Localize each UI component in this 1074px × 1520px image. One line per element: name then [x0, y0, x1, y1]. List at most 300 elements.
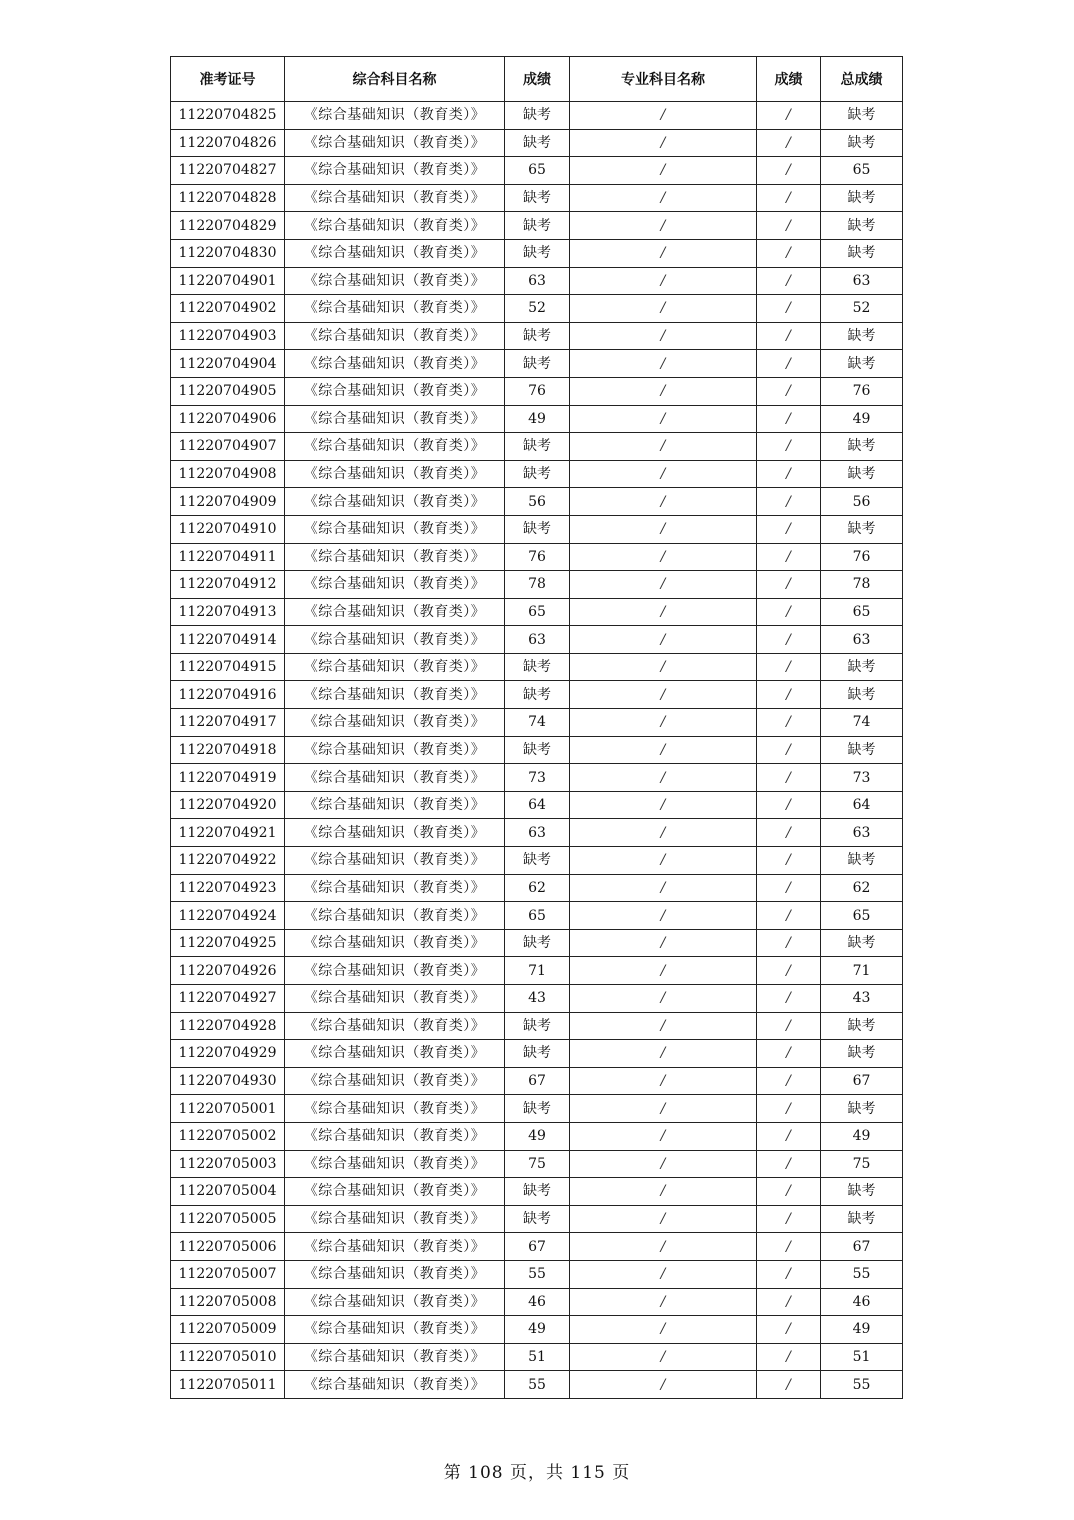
- table-row: [171, 184, 903, 212]
- general-subject-cell: 《综合基础知识（教育类）》: [285, 1316, 505, 1344]
- major-subject-cell: /: [570, 157, 757, 185]
- major-score-cell: /: [757, 129, 821, 157]
- general-subject-cell: 《综合基础知识（教育类）》: [285, 1067, 505, 1095]
- exam-id-cell: 11220705001: [171, 1095, 285, 1123]
- general-score-cell: 63: [505, 626, 570, 654]
- general-score-cell: 缺考: [505, 1178, 570, 1206]
- general-score-cell: 78: [505, 571, 570, 599]
- major-score-cell: /: [757, 543, 821, 571]
- general-score-cell: 64: [505, 791, 570, 819]
- table-row: [171, 239, 903, 267]
- exam-id-cell: 11220705007: [171, 1260, 285, 1288]
- general-subject-cell: 《综合基础知识（教育类）》: [285, 681, 505, 709]
- total-score-cell: 43: [821, 985, 903, 1013]
- major-score-cell: /: [757, 985, 821, 1013]
- general-score-cell: 缺考: [505, 322, 570, 350]
- exam-id-cell: 11220704827: [171, 157, 285, 185]
- major-score-cell: /: [757, 1122, 821, 1150]
- major-score-cell: /: [757, 571, 821, 599]
- general-subject-cell: 《综合基础知识（教育类）》: [285, 819, 505, 847]
- exam-id-cell: 11220704910: [171, 515, 285, 543]
- table-row: [171, 1205, 903, 1233]
- table-row: [171, 102, 903, 130]
- table-row: [171, 1012, 903, 1040]
- table-row: [171, 460, 903, 488]
- general-subject-cell: 《综合基础知识（教育类）》: [285, 653, 505, 681]
- major-subject-cell: /: [570, 1288, 757, 1316]
- major-subject-cell: /: [570, 184, 757, 212]
- major-score-cell: /: [757, 488, 821, 516]
- exam-id-cell: 11220704902: [171, 295, 285, 323]
- total-score-cell: 缺考: [821, 653, 903, 681]
- major-score-cell: /: [757, 1288, 821, 1316]
- major-subject-cell: /: [570, 764, 757, 792]
- total-score-cell: 缺考: [821, 460, 903, 488]
- major-subject-cell: /: [570, 1150, 757, 1178]
- general-score-cell: 缺考: [505, 184, 570, 212]
- general-score-cell: 缺考: [505, 433, 570, 461]
- general-score-cell: 缺考: [505, 1205, 570, 1233]
- exam-id-cell: 11220704913: [171, 598, 285, 626]
- major-subject-cell: /: [570, 902, 757, 930]
- total-score-cell: 62: [821, 874, 903, 902]
- total-score-cell: 67: [821, 1067, 903, 1095]
- major-score-cell: /: [757, 184, 821, 212]
- exam-id-cell: 11220704924: [171, 902, 285, 930]
- general-score-cell: 缺考: [505, 129, 570, 157]
- general-subject-cell: 《综合基础知识（教育类）》: [285, 184, 505, 212]
- major-subject-cell: /: [570, 653, 757, 681]
- general-subject-cell: 《综合基础知识（教育类）》: [285, 543, 505, 571]
- general-score-cell: 缺考: [505, 653, 570, 681]
- total-score-cell: 71: [821, 957, 903, 985]
- table-row: [171, 626, 903, 654]
- major-score-cell: /: [757, 1343, 821, 1371]
- total-score-cell: 缺考: [821, 129, 903, 157]
- general-subject-cell: 《综合基础知识（教育类）》: [285, 433, 505, 461]
- major-subject-cell: /: [570, 267, 757, 295]
- general-subject-cell: 《综合基础知识（教育类）》: [285, 847, 505, 875]
- table-row: [171, 1316, 903, 1344]
- general-score-cell: 缺考: [505, 102, 570, 130]
- exam-id-cell: 11220704912: [171, 571, 285, 599]
- general-score-cell: 缺考: [505, 847, 570, 875]
- page-footer: 第 108 页，共 115 页: [443, 1463, 631, 1483]
- general-subject-cell: 《综合基础知识（教育类）》: [285, 791, 505, 819]
- major-subject-cell: /: [570, 957, 757, 985]
- major-subject-cell: /: [570, 1233, 757, 1261]
- exam-id-cell: 11220704929: [171, 1040, 285, 1068]
- table-row: [171, 1095, 903, 1123]
- total-score-cell: 65: [821, 157, 903, 185]
- general-subject-cell: 《综合基础知识（教育类）》: [285, 764, 505, 792]
- major-score-cell: /: [757, 764, 821, 792]
- table-row: [171, 433, 903, 461]
- general-subject-cell: 《综合基础知识（教育类）》: [285, 102, 505, 130]
- exam-id-cell: 11220704922: [171, 847, 285, 875]
- total-score-cell: 49: [821, 1316, 903, 1344]
- table-row: [171, 322, 903, 350]
- general-subject-cell: 《综合基础知识（教育类）》: [285, 1122, 505, 1150]
- major-score-cell: /: [757, 819, 821, 847]
- major-score-cell: /: [757, 1233, 821, 1261]
- general-score-cell: 缺考: [505, 460, 570, 488]
- total-score-cell: 63: [821, 626, 903, 654]
- major-subject-cell: /: [570, 819, 757, 847]
- total-score-cell: 缺考: [821, 1095, 903, 1123]
- total-score-cell: 55: [821, 1371, 903, 1399]
- table-row: [171, 157, 903, 185]
- table-row: [171, 1343, 903, 1371]
- table-row: [171, 847, 903, 875]
- major-score-cell: /: [757, 598, 821, 626]
- major-score-cell: /: [757, 377, 821, 405]
- header-general-score: 成绩: [505, 57, 570, 102]
- major-score-cell: /: [757, 1371, 821, 1399]
- major-score-cell: /: [757, 1178, 821, 1206]
- total-score-cell: 缺考: [821, 212, 903, 240]
- table-row: [171, 1122, 903, 1150]
- major-score-cell: /: [757, 102, 821, 130]
- general-subject-cell: 《综合基础知识（教育类）》: [285, 1150, 505, 1178]
- total-score-cell: 76: [821, 377, 903, 405]
- general-subject-cell: 《综合基础知识（教育类）》: [285, 1288, 505, 1316]
- general-subject-cell: 《综合基础知识（教育类）》: [285, 212, 505, 240]
- exam-id-cell: 11220704830: [171, 239, 285, 267]
- table-row: [171, 929, 903, 957]
- general-subject-cell: 《综合基础知识（教育类）》: [285, 929, 505, 957]
- total-score-cell: 缺考: [821, 239, 903, 267]
- total-score-cell: 73: [821, 764, 903, 792]
- general-subject-cell: 《综合基础知识（教育类）》: [285, 239, 505, 267]
- exam-id-cell: 11220704908: [171, 460, 285, 488]
- major-subject-cell: /: [570, 239, 757, 267]
- general-subject-cell: 《综合基础知识（教育类）》: [285, 874, 505, 902]
- table-row: [171, 350, 903, 378]
- total-score-cell: 65: [821, 902, 903, 930]
- major-subject-cell: /: [570, 1371, 757, 1399]
- major-score-cell: /: [757, 433, 821, 461]
- general-score-cell: 56: [505, 488, 570, 516]
- total-score-cell: 缺考: [821, 1012, 903, 1040]
- general-subject-cell: 《综合基础知识（教育类）》: [285, 322, 505, 350]
- table-row: [171, 653, 903, 681]
- general-score-cell: 67: [505, 1067, 570, 1095]
- major-subject-cell: /: [570, 515, 757, 543]
- major-score-cell: /: [757, 267, 821, 295]
- table-row: [171, 598, 903, 626]
- major-subject-cell: /: [570, 874, 757, 902]
- table-row: [171, 405, 903, 433]
- major-score-cell: /: [757, 1095, 821, 1123]
- table-row: [171, 985, 903, 1013]
- general-score-cell: 49: [505, 1316, 570, 1344]
- general-score-cell: 52: [505, 295, 570, 323]
- table-row: [171, 129, 903, 157]
- major-subject-cell: /: [570, 295, 757, 323]
- total-score-cell: 缺考: [821, 433, 903, 461]
- major-subject-cell: /: [570, 1122, 757, 1150]
- general-score-cell: 51: [505, 1343, 570, 1371]
- total-score-cell: 缺考: [821, 1040, 903, 1068]
- general-subject-cell: 《综合基础知识（教育类）》: [285, 350, 505, 378]
- total-score-cell: 49: [821, 1122, 903, 1150]
- exam-id-cell: 11220704906: [171, 405, 285, 433]
- exam-id-cell: 11220704927: [171, 985, 285, 1013]
- general-subject-cell: 《综合基础知识（教育类）》: [285, 1260, 505, 1288]
- exam-id-cell: 11220705004: [171, 1178, 285, 1206]
- general-subject-cell: 《综合基础知识（教育类）》: [285, 1012, 505, 1040]
- general-subject-cell: 《综合基础知识（教育类）》: [285, 295, 505, 323]
- general-score-cell: 缺考: [505, 929, 570, 957]
- exam-id-cell: 11220704917: [171, 709, 285, 737]
- general-score-cell: 73: [505, 764, 570, 792]
- table-row: [171, 377, 903, 405]
- major-subject-cell: /: [570, 102, 757, 130]
- general-subject-cell: 《综合基础知识（教育类）》: [285, 1233, 505, 1261]
- total-score-cell: 缺考: [821, 736, 903, 764]
- exam-id-cell: 11220704925: [171, 929, 285, 957]
- table-row: [171, 764, 903, 792]
- general-score-cell: 65: [505, 902, 570, 930]
- total-score-cell: 63: [821, 267, 903, 295]
- general-score-cell: 75: [505, 1150, 570, 1178]
- major-score-cell: /: [757, 626, 821, 654]
- general-subject-cell: 《综合基础知识（教育类）》: [285, 157, 505, 185]
- major-score-cell: /: [757, 1012, 821, 1040]
- general-subject-cell: 《综合基础知识（教育类）》: [285, 736, 505, 764]
- exam-id-cell: 11220704923: [171, 874, 285, 902]
- major-subject-cell: /: [570, 433, 757, 461]
- table-row: [171, 874, 903, 902]
- general-score-cell: 缺考: [505, 736, 570, 764]
- exam-id-cell: 11220704916: [171, 681, 285, 709]
- total-score-cell: 缺考: [821, 515, 903, 543]
- total-score-cell: 75: [821, 1150, 903, 1178]
- general-score-cell: 43: [505, 985, 570, 1013]
- table-row: [171, 1288, 903, 1316]
- exam-id-cell: 11220704903: [171, 322, 285, 350]
- exam-id-cell: 11220704828: [171, 184, 285, 212]
- general-score-cell: 65: [505, 598, 570, 626]
- total-score-cell: 缺考: [821, 681, 903, 709]
- major-subject-cell: /: [570, 626, 757, 654]
- total-score-cell: 缺考: [821, 184, 903, 212]
- total-score-cell: 67: [821, 1233, 903, 1261]
- major-score-cell: /: [757, 239, 821, 267]
- total-score-cell: 缺考: [821, 350, 903, 378]
- total-score-cell: 51: [821, 1343, 903, 1371]
- general-subject-cell: 《综合基础知识（教育类）》: [285, 267, 505, 295]
- total-score-cell: 46: [821, 1288, 903, 1316]
- table-row: [171, 212, 903, 240]
- general-score-cell: 缺考: [505, 515, 570, 543]
- table-row: [171, 709, 903, 737]
- header-major-subject: 专业科目名称: [570, 57, 757, 102]
- general-score-cell: 74: [505, 709, 570, 737]
- exam-id-cell: 11220705003: [171, 1150, 285, 1178]
- major-subject-cell: /: [570, 1067, 757, 1095]
- major-score-cell: /: [757, 322, 821, 350]
- general-score-cell: 49: [505, 1122, 570, 1150]
- table-row: [171, 515, 903, 543]
- exam-id-cell: 11220704825: [171, 102, 285, 130]
- major-score-cell: /: [757, 681, 821, 709]
- major-score-cell: /: [757, 736, 821, 764]
- major-score-cell: /: [757, 460, 821, 488]
- major-subject-cell: /: [570, 1205, 757, 1233]
- major-score-cell: /: [757, 295, 821, 323]
- general-subject-cell: 《综合基础知识（教育类）》: [285, 460, 505, 488]
- major-score-cell: /: [757, 1205, 821, 1233]
- major-subject-cell: /: [570, 791, 757, 819]
- general-subject-cell: 《综合基础知识（教育类）》: [285, 598, 505, 626]
- table-row: [171, 267, 903, 295]
- exam-id-cell: 11220704915: [171, 653, 285, 681]
- major-subject-cell: /: [570, 1012, 757, 1040]
- exam-id-cell: 11220704909: [171, 488, 285, 516]
- table-row: [171, 791, 903, 819]
- major-score-cell: /: [757, 709, 821, 737]
- general-score-cell: 缺考: [505, 239, 570, 267]
- table-row: [171, 1233, 903, 1261]
- table-row: [171, 1067, 903, 1095]
- major-score-cell: /: [757, 212, 821, 240]
- total-score-cell: 缺考: [821, 1205, 903, 1233]
- major-subject-cell: /: [570, 847, 757, 875]
- exam-id-cell: 11220704918: [171, 736, 285, 764]
- general-subject-cell: 《综合基础知识（教育类）》: [285, 957, 505, 985]
- total-score-cell: 64: [821, 791, 903, 819]
- table-row: [171, 957, 903, 985]
- general-subject-cell: 《综合基础知识（教育类）》: [285, 1371, 505, 1399]
- major-score-cell: /: [757, 847, 821, 875]
- major-subject-cell: /: [570, 985, 757, 1013]
- exam-id-cell: 11220705005: [171, 1205, 285, 1233]
- exam-id-cell: 11220704928: [171, 1012, 285, 1040]
- table-row: [171, 1150, 903, 1178]
- total-score-cell: 缺考: [821, 847, 903, 875]
- header-exam-id: 准考证号: [171, 57, 285, 102]
- total-score-cell: 49: [821, 405, 903, 433]
- total-score-cell: 56: [821, 488, 903, 516]
- exam-id-cell: 11220704826: [171, 129, 285, 157]
- general-subject-cell: 《综合基础知识（教育类）》: [285, 709, 505, 737]
- general-score-cell: 67: [505, 1233, 570, 1261]
- general-subject-cell: 《综合基础知识（教育类）》: [285, 515, 505, 543]
- total-score-cell: 55: [821, 1260, 903, 1288]
- total-score-cell: 74: [821, 709, 903, 737]
- major-subject-cell: /: [570, 405, 757, 433]
- exam-id-cell: 11220704829: [171, 212, 285, 240]
- general-score-cell: 63: [505, 267, 570, 295]
- general-score-cell: 63: [505, 819, 570, 847]
- general-score-cell: 46: [505, 1288, 570, 1316]
- major-score-cell: /: [757, 929, 821, 957]
- total-score-cell: 缺考: [821, 102, 903, 130]
- general-subject-cell: 《综合基础知识（教育类）》: [285, 1040, 505, 1068]
- general-score-cell: 65: [505, 157, 570, 185]
- major-score-cell: /: [757, 1067, 821, 1095]
- exam-id-cell: 11220705006: [171, 1233, 285, 1261]
- exam-id-cell: 11220704930: [171, 1067, 285, 1095]
- general-subject-cell: 《综合基础知识（教育类）》: [285, 985, 505, 1013]
- total-score-cell: 缺考: [821, 322, 903, 350]
- major-subject-cell: /: [570, 598, 757, 626]
- general-score-cell: 71: [505, 957, 570, 985]
- general-subject-cell: 《综合基础知识（教育类）》: [285, 1343, 505, 1371]
- exam-id-cell: 11220704901: [171, 267, 285, 295]
- major-score-cell: /: [757, 157, 821, 185]
- major-subject-cell: /: [570, 543, 757, 571]
- major-score-cell: /: [757, 1316, 821, 1344]
- exam-id-cell: 11220704905: [171, 377, 285, 405]
- total-score-cell: 63: [821, 819, 903, 847]
- header-row: [171, 57, 903, 102]
- major-subject-cell: /: [570, 488, 757, 516]
- general-subject-cell: 《综合基础知识（教育类）》: [285, 488, 505, 516]
- major-subject-cell: /: [570, 736, 757, 764]
- major-subject-cell: /: [570, 377, 757, 405]
- general-subject-cell: 《综合基础知识（教育类）》: [285, 571, 505, 599]
- exam-id-cell: 11220704926: [171, 957, 285, 985]
- exam-id-cell: 11220704914: [171, 626, 285, 654]
- general-score-cell: 缺考: [505, 1095, 570, 1123]
- major-subject-cell: /: [570, 1343, 757, 1371]
- major-score-cell: /: [757, 653, 821, 681]
- exam-id-cell: 11220704911: [171, 543, 285, 571]
- major-score-cell: /: [757, 1260, 821, 1288]
- general-subject-cell: 《综合基础知识（教育类）》: [285, 626, 505, 654]
- general-score-cell: 76: [505, 377, 570, 405]
- major-subject-cell: /: [570, 212, 757, 240]
- exam-id-cell: 11220705008: [171, 1288, 285, 1316]
- exam-id-cell: 11220704919: [171, 764, 285, 792]
- general-subject-cell: 《综合基础知识（教育类）》: [285, 1205, 505, 1233]
- total-score-cell: 缺考: [821, 929, 903, 957]
- table-row: [171, 1178, 903, 1206]
- total-score-cell: 缺考: [821, 1178, 903, 1206]
- exam-id-cell: 11220704904: [171, 350, 285, 378]
- exam-id-cell: 11220705011: [171, 1371, 285, 1399]
- table-row: [171, 543, 903, 571]
- table-row: [171, 902, 903, 930]
- total-score-cell: 65: [821, 598, 903, 626]
- general-subject-cell: 《综合基础知识（教育类）》: [285, 1095, 505, 1123]
- exam-id-cell: 11220705010: [171, 1343, 285, 1371]
- major-subject-cell: /: [570, 322, 757, 350]
- general-score-cell: 缺考: [505, 212, 570, 240]
- general-score-cell: 55: [505, 1260, 570, 1288]
- major-score-cell: /: [757, 1150, 821, 1178]
- exam-id-cell: 11220704921: [171, 819, 285, 847]
- general-score-cell: 缺考: [505, 681, 570, 709]
- major-score-cell: /: [757, 902, 821, 930]
- general-score-cell: 62: [505, 874, 570, 902]
- major-score-cell: /: [757, 874, 821, 902]
- table-row: [171, 295, 903, 323]
- major-score-cell: /: [757, 791, 821, 819]
- general-score-cell: 缺考: [505, 350, 570, 378]
- table-row: [171, 1040, 903, 1068]
- general-score-cell: 49: [505, 405, 570, 433]
- general-score-cell: 76: [505, 543, 570, 571]
- exam-id-cell: 11220704920: [171, 791, 285, 819]
- total-score-cell: 78: [821, 571, 903, 599]
- major-subject-cell: /: [570, 1316, 757, 1344]
- table-row: [171, 681, 903, 709]
- major-subject-cell: /: [570, 350, 757, 378]
